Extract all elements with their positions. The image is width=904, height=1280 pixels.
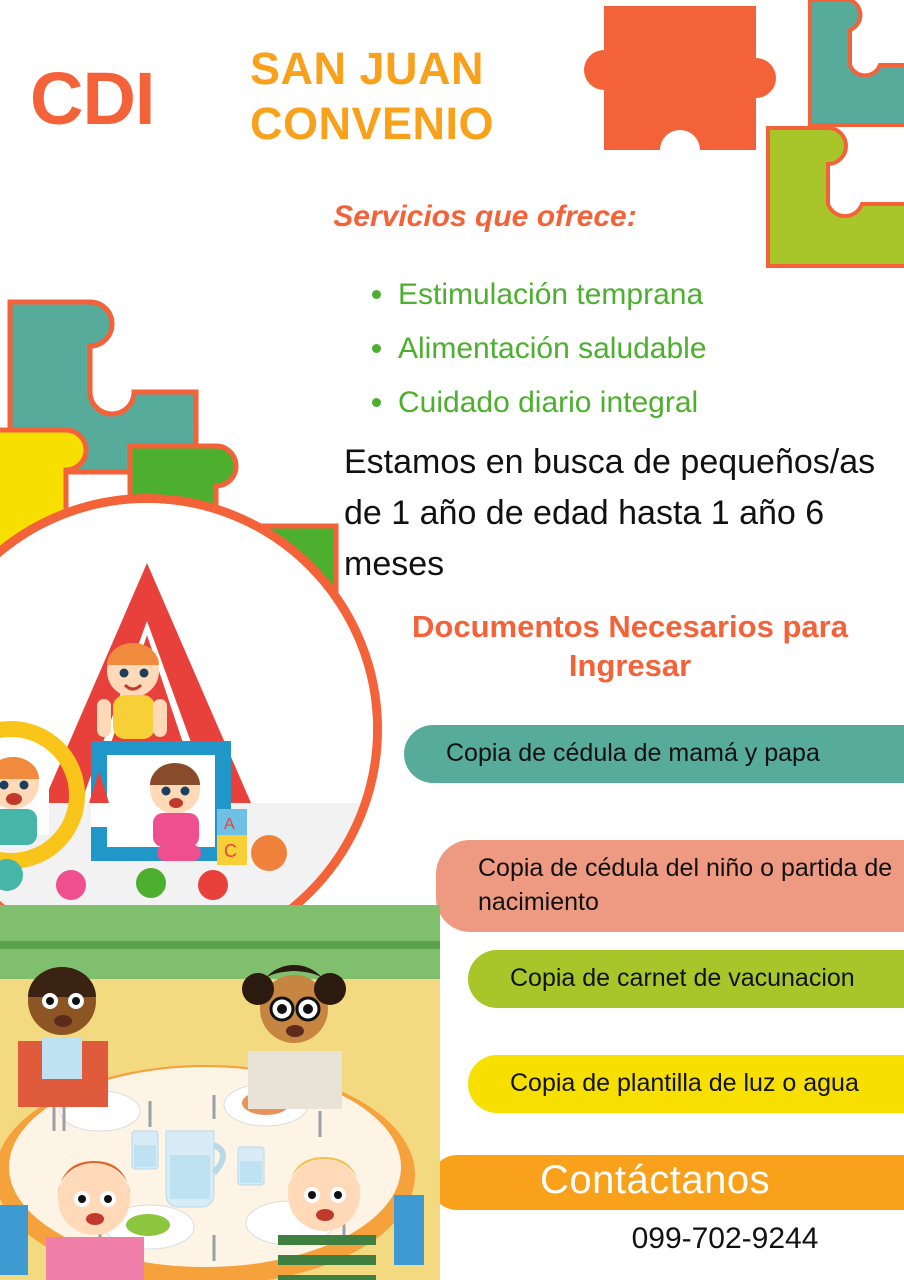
document-item-3: Copia de carnet de vacunacion [468,950,904,1008]
poster-title [250,42,610,152]
contact-label: Contáctanos [540,1158,771,1202]
service-item: Cuidado diario integral [368,376,707,430]
age-range-text: Estamos en busca de pequeños/as de 1 año de edad hasta 1 año 6 meses [344,443,876,583]
children-eating-photo [0,905,440,1280]
svg-text:C: C [224,841,237,861]
svg-text:A: A [224,816,235,833]
document-item-2: Copia de cédula del niño o partida de nacimiento [436,840,904,932]
contact-phone[interactable]: 099-702-9244 [631,1222,819,1255]
document-item-4: Copia de plantilla de luz o agua [468,1055,904,1113]
services-heading: Servicios que ofrece: [333,200,637,233]
brand-cdi: CDI [30,57,155,140]
service-item: Estimulación temprana [368,268,707,322]
puzzle-piece-lime-topright [758,120,904,270]
document-item-1: Copia de cédula de mamá y papa [404,725,904,783]
title-line-2: CONVENIO [250,97,495,149]
title-line-1: SAN JUAN [250,43,485,94]
documents-heading: Documentos Necesarios para Ingresar [412,609,848,683]
services-list [368,268,707,430]
service-item: Alimentación saludable [368,322,707,376]
